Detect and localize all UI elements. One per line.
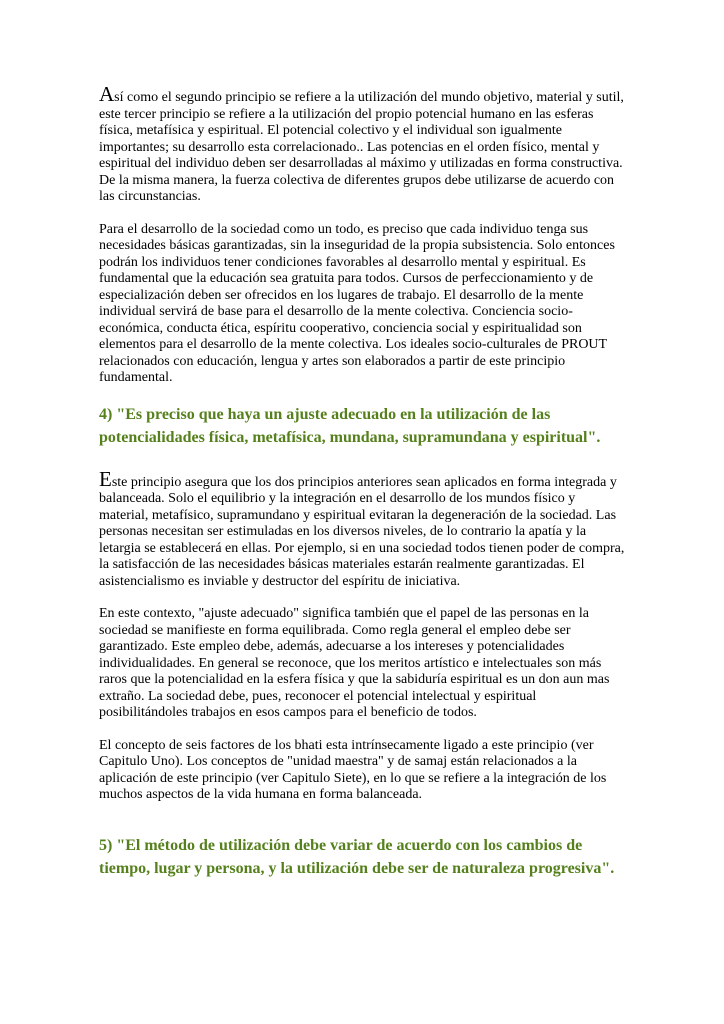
- section-heading-4: 4) "Es preciso que haya un ajuste adecuado en la utilización de las potencialidades física, metafísica, mundana, supramundana y espiritual".: [99, 405, 601, 446]
- paragraph-5: El concepto de seis factores de los bhati esta intrínsecamente ligado a este principio (ver Capitulo Uno). Los conceptos de "unidad maestra" y de samaj están relacionados a la aplicación de este principio (ver Capitulo Siete), en lo que se refiere a la integración de los muchos aspectos de la vida humana en forma balanceada.: [99, 737, 607, 802]
- paragraph-2: Para el desarrollo de la sociedad como un todo, es preciso que cada individuo tenga sus necesidades básicas garantizadas, sin la inseguridad de la propia subsistencia. Solo entonces podrán los individuos tener condiciones favorables al desarrollo mental y espiritual. Es fundamental que la educación sea gratuita para todos. Cursos de perfeccionamiento y de especialización deben ser ofrecidos en los lugares de trabajo. El desarrollo de la mente individual servirá de base para el desarrollo de la mente colectiva. Conciencia socio-económica, conducta ética, espíritu cooperativo, conciencia social y espiritualidad son elementos para el desarrollo de la mente colectiva. Los ideales socio-culturales de PROUT relacionados con educación, lengua y artes son elaborados a partir de este principio fundamental.: [99, 221, 615, 385]
- initial-capital-a: A: [99, 82, 115, 106]
- initial-capital-e: E: [99, 466, 112, 491]
- paragraph-1-text: sí como el segundo principio se refiere a la utilización del mundo objetivo, material y sutil, este tercer principio se refiere a la utilización del propio potencial humano en las esferas física, metafísica y espiritual. El potencial colectivo y el individual son igualmente importantes; su desarrollo esta correlacionado.. Las potencias en el orden físico, mental y espiritual del individuo deben ser desarrolladas al máximo y utilizadas en forma constructiva. De la misma manera, la fuerza colectiva de diferentes grupos debe utilizarse de acuerdo con las circunstancias.: [99, 90, 624, 204]
- paragraph-4: En este contexto, "ajuste adecuado" significa también que el papel de las personas en la sociedad se manifieste en forma equilibrada. Como regla general el empleo debe ser garantizado. Este empleo debe, además, adecuarse a los intereses y potencialidades individualidades. En general se reconoce, que los meritos artístico e intelectuales son más raros que la potencialidad en la esfera física y que la sabiduría espiritual es un don aun mas extraño. La sociedad debe, pues, reconocer el potencial intelectual y espiritual posibilitándoles trabajos en esos campos para el beneficio de todos.: [99, 606, 610, 720]
- paragraph-1: [99, 82, 627, 206]
- section-heading-5: 5) "El método de utilización debe variar de acuerdo con los cambios de tiempo, lugar y persona, y la utilización debe ser de naturaleza progresiva".: [99, 836, 615, 877]
- paragraph-3: [99, 466, 627, 591]
- paragraph-3-text: ste principio asegura que los dos principios anteriores sean aplicados en forma integrada y balanceada. Solo el equilibrio y la integración en el desarrollo de los mundos físico y material, metafísico, supramundano y espiritual evitaran la degeneración de la sociedad. Las personas necesitan ser estimuladas en los diversos niveles, de lo contrario la apatía y la letargia se establecerá en ellas. Por ejemplo, si en una sociedad todos tienen poder de compra, la satisfacción de las necesidades básicas materiales estarán realmente garantizadas. El asistencialismo es inviable y destructor del espíritu de iniciativa.: [99, 474, 625, 589]
